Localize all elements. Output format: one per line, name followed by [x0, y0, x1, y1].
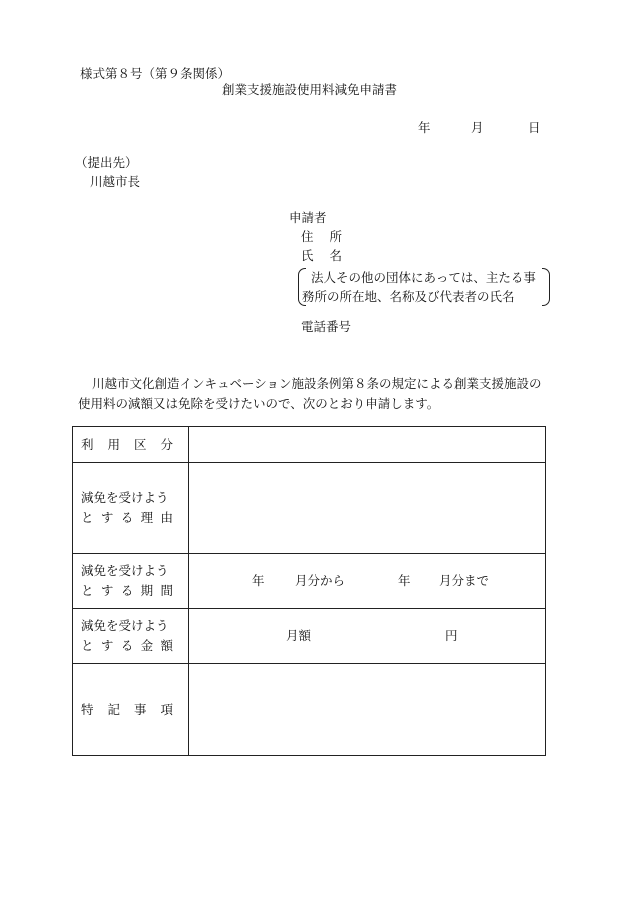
phone-label: 電話番号: [301, 319, 352, 334]
applicant-heading: 申請者: [289, 210, 327, 225]
table-row-remarks: [73, 664, 546, 756]
amount-yen-label: 円: [445, 628, 458, 643]
corporation-note: [298, 266, 550, 308]
reason-label-cell: [73, 463, 189, 554]
name-label: 氏名: [301, 248, 359, 263]
reason-label-line1: 減免を受けよう: [81, 490, 169, 505]
right-bracket: [542, 268, 550, 306]
application-table: [72, 426, 546, 756]
amount-label-cell: [73, 609, 189, 664]
recipient-name: 川越市長: [90, 174, 141, 189]
table-row-reason: [73, 463, 546, 554]
date-year-label: 年: [418, 120, 431, 135]
date-month-label: 月: [471, 120, 484, 135]
period-label-cell: [73, 554, 189, 609]
remarks-label: 特記事項: [81, 701, 173, 717]
recipient-label: （提出先）: [75, 155, 138, 170]
body-text: 川越市文化創造インキュベーション施設条例第８条の規定による創業支援施設の使用料の減額又は免除を受けたいので、次のとおり申請します。: [78, 376, 542, 411]
amount-label-line2: とする金額: [81, 638, 173, 653]
usage-label: 利用区分: [81, 436, 173, 452]
address-label: 住所: [301, 229, 359, 244]
period-label-line1: 減免を受けよう: [81, 563, 169, 578]
usage-label-cell: [73, 427, 189, 463]
amount-value-cell[interactable]: [189, 609, 546, 664]
amount-monthly-label: 月額: [286, 628, 312, 643]
usage-value-cell[interactable]: [189, 427, 546, 463]
corporation-note-line2: 務所の所在地、名称及び代表者の氏名: [302, 289, 515, 304]
period-from-year: 年: [252, 573, 265, 588]
remarks-value-cell[interactable]: [189, 664, 546, 756]
amount-label-line1: 減免を受けよう: [81, 618, 169, 633]
reason-value-cell[interactable]: [189, 463, 546, 554]
reason-label-line2: とする理由: [81, 510, 173, 525]
corporation-note-line1: 法人その他の団体にあっては、主たる事: [311, 270, 536, 285]
period-value-cell[interactable]: [189, 554, 546, 609]
remarks-label-cell: [73, 664, 189, 756]
table-row-usage: [73, 427, 546, 463]
document-title: 創業支援施設使用料減免申請書: [222, 82, 398, 97]
period-to-suffix: 月分まで: [439, 573, 490, 588]
period-to-year: 年: [398, 573, 411, 588]
form-number: 様式第８号（第９条関係）: [80, 66, 231, 81]
period-label-line2: とする期間: [81, 583, 173, 598]
period-from-suffix: 月分から: [295, 573, 346, 588]
date-day-label: 日: [528, 120, 541, 135]
table-row-amount: [73, 609, 546, 664]
table-row-period: [73, 554, 546, 609]
